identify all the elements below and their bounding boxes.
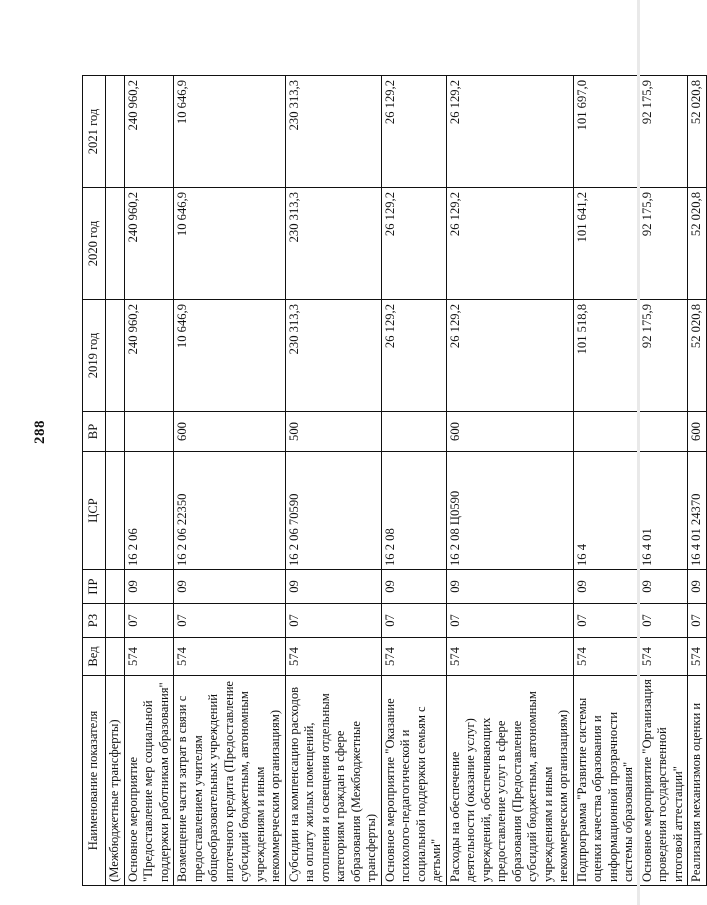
cell-2021: 101 697,0: [573, 76, 638, 188]
cell-ved: 574: [688, 638, 707, 676]
cell-2019: 230 313,3: [285, 300, 381, 412]
cell-2021: 26 129,2: [446, 76, 573, 188]
table-row: [573, 76, 638, 886]
cell-2019: 26 129,2: [381, 300, 446, 412]
cell-csr: 16 4 01: [638, 452, 688, 570]
cell-rz: 07: [688, 604, 707, 638]
header-ved: Вед: [83, 638, 106, 676]
cell-csr: 16 2 08: [381, 452, 446, 570]
cell-ved: 574: [638, 638, 688, 676]
cell-pr: 09: [124, 570, 174, 604]
cell-name: Возмещение части затрат в связи с предоставлением учителям общеобразовательных учреждений ипотечного кредита (Предоставление субсидий бюджетным, автономным учреждениям и иным некоммерческим организациям): [174, 676, 286, 886]
page-number: 288: [32, 420, 48, 444]
header-vr: ВР: [83, 412, 106, 452]
cell-rz: 07: [446, 604, 573, 638]
header-2021: 2021 год: [83, 76, 106, 188]
cell-name: Субсидии на компенсацию расходов на оплату жилых помещений, отопления и освещения отдельным категориям граждан в сфере образования (Межбюджетные трансферты): [285, 676, 381, 886]
cell-2021: 240 960,2: [124, 76, 174, 188]
scan-edge: [637, 0, 640, 905]
cell-2021: 52 020,8: [688, 76, 707, 188]
cell-2020: 26 129,2: [446, 188, 573, 300]
cell-name: Реализация механизмов оценки и: [688, 676, 707, 886]
cell-csr: 16 4 01 24370: [688, 452, 707, 570]
table-row: [174, 76, 286, 886]
cell-vr: 600: [446, 412, 573, 452]
cell-ved: 574: [381, 638, 446, 676]
cell-2021: 10 646,9: [174, 76, 286, 188]
cell-csr: 16 2 08 Ц0590: [446, 452, 573, 570]
cell-rz: 07: [285, 604, 381, 638]
cell-ved: 574: [446, 638, 573, 676]
cell-2019: 10 646,9: [174, 300, 286, 412]
cell-2020: 52 020,8: [688, 188, 707, 300]
header-2020: 2020 год: [83, 188, 106, 300]
header-name: Наименование показателя: [83, 676, 106, 886]
cell-rz: 07: [381, 604, 446, 638]
cell-name: Основное мероприятие "Организация проведения государственной итоговой аттестации": [638, 676, 688, 886]
cell-2020: 10 646,9: [174, 188, 286, 300]
cell-2020: 240 960,2: [124, 188, 174, 300]
cell-pr: 09: [573, 570, 638, 604]
cell-csr: 16 2 06: [124, 452, 174, 570]
cell-csr: 16 2 06 70590: [285, 452, 381, 570]
cell-name: Основное мероприятие "Оказание психолого-педагогической и социальной поддержки семьям с детьми": [381, 676, 446, 886]
cell-pr: 09: [688, 570, 707, 604]
cell-ved: 574: [124, 638, 174, 676]
cell-vr: [381, 412, 446, 452]
cell-vr: [638, 412, 688, 452]
cell-2019: [106, 300, 125, 412]
table-row: [446, 76, 573, 886]
cell-vr: 600: [688, 412, 707, 452]
cell-2019: 240 960,2: [124, 300, 174, 412]
cell-2019: 52 020,8: [688, 300, 707, 412]
cell-pr: 09: [638, 570, 688, 604]
cell-pr: [106, 570, 125, 604]
cell-csr: [106, 452, 125, 570]
budget-table-container: [82, 76, 703, 886]
cell-2020: 92 175,9: [638, 188, 688, 300]
table-row: [106, 76, 125, 886]
cell-name: Основное мероприятие "Предоставление мер социальной поддержки работникам образования": [124, 676, 174, 886]
cell-csr: 16 4: [573, 452, 638, 570]
table-row: [381, 76, 446, 886]
cell-name: Подпрограмма "Развитие системы оценки качества образования и информационной прозрачности системы образования": [573, 676, 638, 886]
cell-rz: 07: [174, 604, 286, 638]
header-row: [83, 76, 106, 886]
cell-2021: [106, 76, 125, 188]
cell-pr: 09: [285, 570, 381, 604]
cell-rz: 07: [124, 604, 174, 638]
cell-2021: 230 313,3: [285, 76, 381, 188]
cell-2019: 92 175,9: [638, 300, 688, 412]
cell-2021: 26 129,2: [381, 76, 446, 188]
cell-pr: 09: [446, 570, 573, 604]
cell-rz: 07: [638, 604, 688, 638]
cell-name: Расходы на обеспечение деятельности (оказание услуг) учреждений, обеспечивающих предоставление услуг в сфере образования (Предоставление субсидий бюджетным, автономным учреждениям и иным некоммерческим организациям): [446, 676, 573, 886]
cell-2020: 230 313,3: [285, 188, 381, 300]
header-pr: ПР: [83, 570, 106, 604]
table-row: [124, 76, 174, 886]
cell-2019: 26 129,2: [446, 300, 573, 412]
cell-vr: 600: [174, 412, 286, 452]
cell-vr: [124, 412, 174, 452]
cell-2020: 101 641,2: [573, 188, 638, 300]
cell-vr: [106, 412, 125, 452]
cell-ved: 574: [573, 638, 638, 676]
cell-csr: 16 2 06 22350: [174, 452, 286, 570]
cell-ved: 574: [285, 638, 381, 676]
cell-vr: 500: [285, 412, 381, 452]
cell-2019: 101 518,8: [573, 300, 638, 412]
cell-rz: [106, 604, 125, 638]
cell-name: (Межбюджетные трансферты): [106, 676, 125, 886]
budget-table: [82, 75, 707, 886]
table-row: [285, 76, 381, 886]
cell-rz: 07: [573, 604, 638, 638]
cell-2020: 26 129,2: [381, 188, 446, 300]
cell-ved: [106, 638, 125, 676]
cell-2021: 92 175,9: [638, 76, 688, 188]
cell-vr: [573, 412, 638, 452]
header-2019: 2019 год: [83, 300, 106, 412]
table-row: [638, 76, 688, 886]
header-csr: ЦСР: [83, 452, 106, 570]
cell-2020: [106, 188, 125, 300]
cell-pr: 09: [381, 570, 446, 604]
table-row: [688, 76, 707, 886]
cell-ved: 574: [174, 638, 286, 676]
cell-pr: 09: [174, 570, 286, 604]
header-rz: РЗ: [83, 604, 106, 638]
